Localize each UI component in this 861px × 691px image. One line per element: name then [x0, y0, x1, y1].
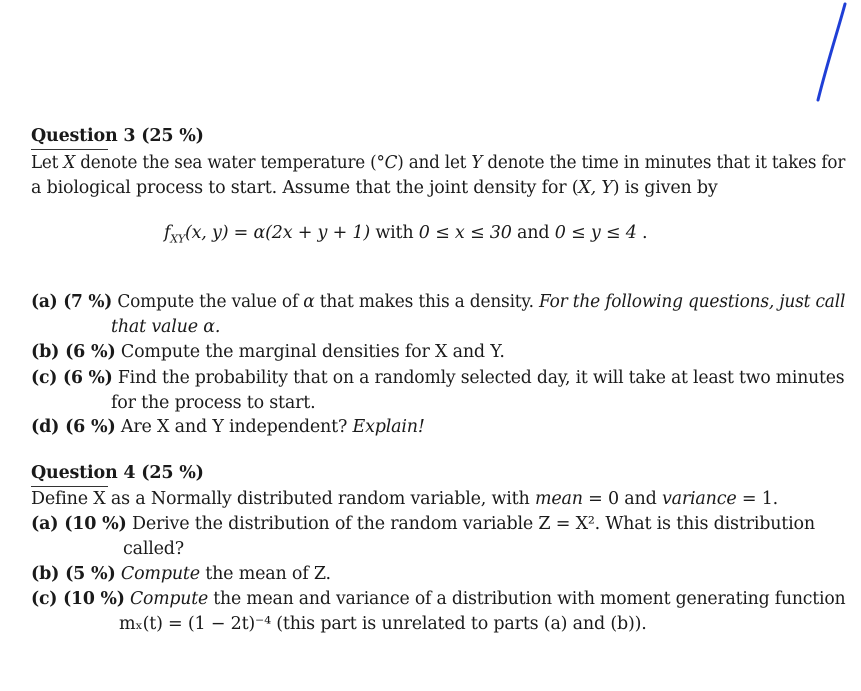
q4-title-text: Question 4: [31, 463, 136, 483]
q3-intro-line-1: Let X denote the sea water temperature (°C) and let Y denote the time in minutes that it takes for: [31, 153, 846, 173]
q4-title-underline: [31, 486, 108, 487]
pen-stroke-mark: [0, 0, 861, 120]
q3-intro-line-2: a biological process to start. Assume that the joint density for (X, Y) is given by: [31, 178, 718, 198]
q4-weight: (25 %): [141, 463, 204, 483]
q4-intro: Define X as a Normally distributed random variable, with mean = 0 and variance = 1.: [31, 489, 778, 509]
q4-part-b: (b) (5 %) Compute the mean of Z.: [31, 564, 331, 584]
question-3-title: [31, 125, 204, 147]
q3-part-a: (a) (7 %) Compute the value of α that makes this a density. For the following questions, just call: [31, 292, 846, 312]
q3-title-text: Question 3: [31, 126, 136, 146]
q3-part-b: (b) (6 %) Compute the marginal densities for X and Y.: [31, 342, 505, 362]
question-4-title: [31, 462, 204, 484]
q3-part-c: (c) (6 %) Find the probability that on a randomly selected day, it will take at least two minutes: [31, 368, 845, 388]
q3-weight: (25 %): [141, 126, 204, 146]
q3-density-formula: $f_{XY}(x$, y) = α(2x + y + 1) with 0 ≤ x ≤ 30 and 0 ≤ y ≤ 4 .: [164, 223, 648, 246]
q3-part-a-cont: that value α.: [111, 317, 221, 337]
q4-part-c-cont: mₓ(t) = (1 − 2t)⁻⁴ (this part is unrelated to parts (a) and (b)).: [119, 614, 647, 634]
q3-part-c-cont: for the process to start.: [111, 393, 316, 413]
q3-part-d: (d) (6 %) Are X and Y independent? Explain!: [31, 417, 425, 437]
q4-part-a-cont: called?: [123, 539, 184, 559]
q4-part-c: (c) (10 %) Compute the mean and variance of a distribution with moment generating function: [31, 589, 846, 609]
q3-title-underline: [31, 149, 108, 150]
q4-part-a: (a) (10 %) Derive the distribution of the random variable Z = X². What is this distribution: [31, 514, 815, 534]
